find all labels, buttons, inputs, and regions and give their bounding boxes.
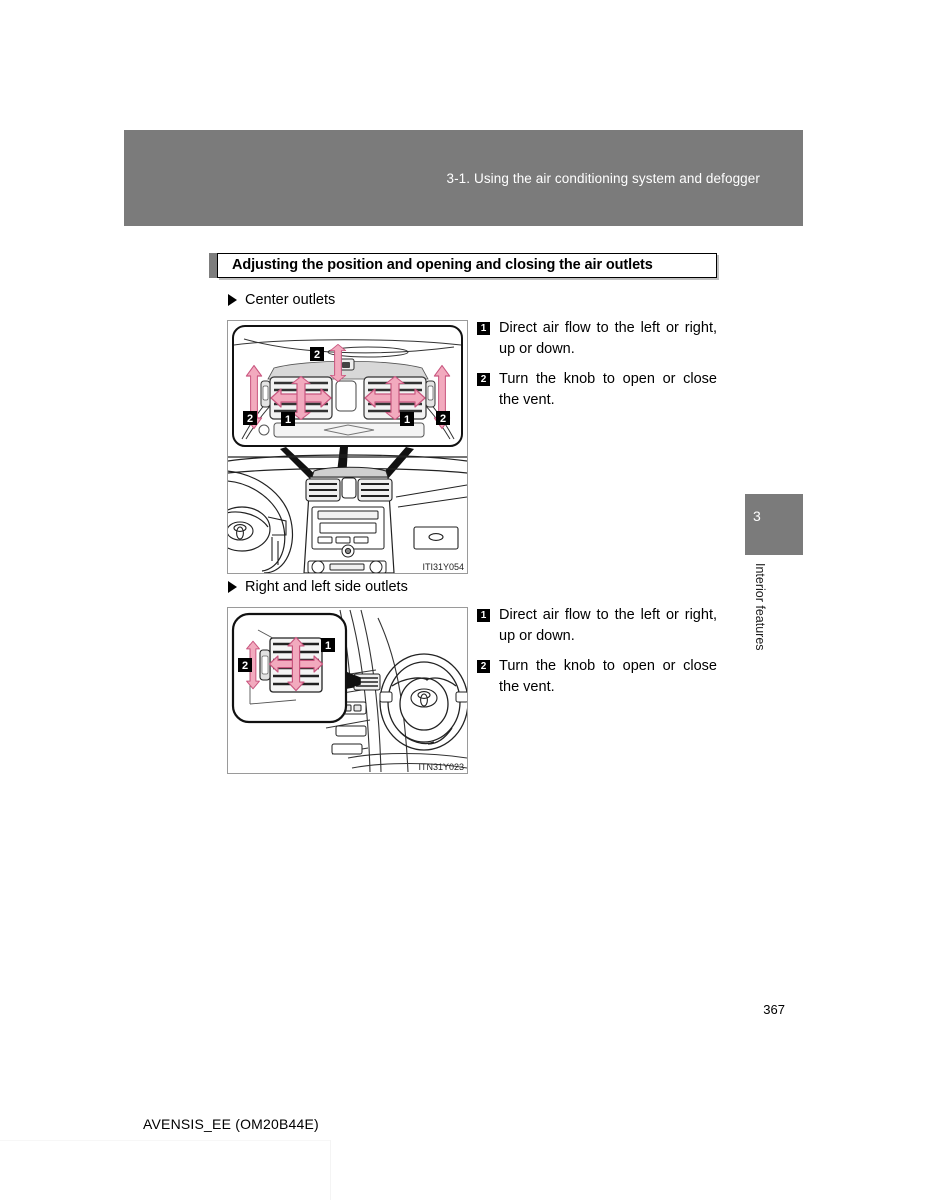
figure-side-outlets-id: ITN31Y023 <box>418 762 464 772</box>
step-number-badge: 1 <box>477 322 490 335</box>
section-title-accent-bar <box>209 253 217 278</box>
step-number-badge: 2 <box>477 373 490 386</box>
figure-side-outlets-illustration <box>228 608 467 773</box>
instruction-text: Turn the knob to open or close the vent. <box>499 658 717 695</box>
instruction-item <box>477 369 717 410</box>
svg-text:2: 2 <box>241 660 249 672</box>
triangle-bullet-icon <box>228 581 237 593</box>
instructions-side-outlets <box>477 605 717 697</box>
figure-center-outlets <box>227 320 468 574</box>
sheet-edge-vertical <box>330 1140 331 1200</box>
svg-text:2: 2 <box>313 349 321 361</box>
chapter-tab-label <box>745 563 803 683</box>
svg-text:1: 1 <box>403 414 411 426</box>
subheading-center-outlets-label: Center outlets <box>245 292 336 308</box>
running-header-text: 3-1. Using the air conditioning system and defogger <box>446 171 760 186</box>
running-header-bar <box>124 130 803 226</box>
section-title <box>209 253 717 278</box>
svg-text:2: 2 <box>439 413 447 425</box>
instruction-item <box>477 318 717 359</box>
figure-center-outlets-id: ITI31Y054 <box>422 562 464 572</box>
subheading-center-outlets <box>228 292 335 308</box>
document-code: AVENSIS_EE (OM20B44E) <box>143 1116 319 1132</box>
callout-badge <box>310 347 324 361</box>
chapter-tab-label-text: Interior features <box>753 563 767 651</box>
svg-text:1: 1 <box>324 640 332 652</box>
svg-text:1: 1 <box>284 414 292 426</box>
figure-side-outlets <box>227 607 468 774</box>
section-title-box <box>217 253 717 278</box>
chapter-tab-number: 3 <box>753 508 761 524</box>
page-number: 367 <box>763 1002 785 1017</box>
sheet-edge-horizontal <box>0 1140 330 1141</box>
section-title-text: Adjusting the position and opening and closing the air outlets <box>232 257 653 273</box>
subheading-side-outlets <box>228 579 408 595</box>
instruction-text: Direct air flow to the left or right, up or down. <box>499 320 717 357</box>
chapter-tab <box>745 494 803 555</box>
step-number-badge: 1 <box>477 609 490 622</box>
triangle-bullet-icon <box>228 294 237 306</box>
instruction-text: Turn the knob to open or close the vent. <box>499 371 717 408</box>
figure-center-outlets-illustration <box>228 321 467 573</box>
instruction-item <box>477 656 717 697</box>
instruction-item <box>477 605 717 646</box>
subheading-side-outlets-label: Right and left side outlets <box>245 579 408 595</box>
step-number-badge: 2 <box>477 660 490 673</box>
instructions-center-outlets <box>477 318 717 410</box>
instruction-text: Direct air flow to the left or right, up or down. <box>499 607 717 644</box>
svg-text:2: 2 <box>246 413 254 425</box>
